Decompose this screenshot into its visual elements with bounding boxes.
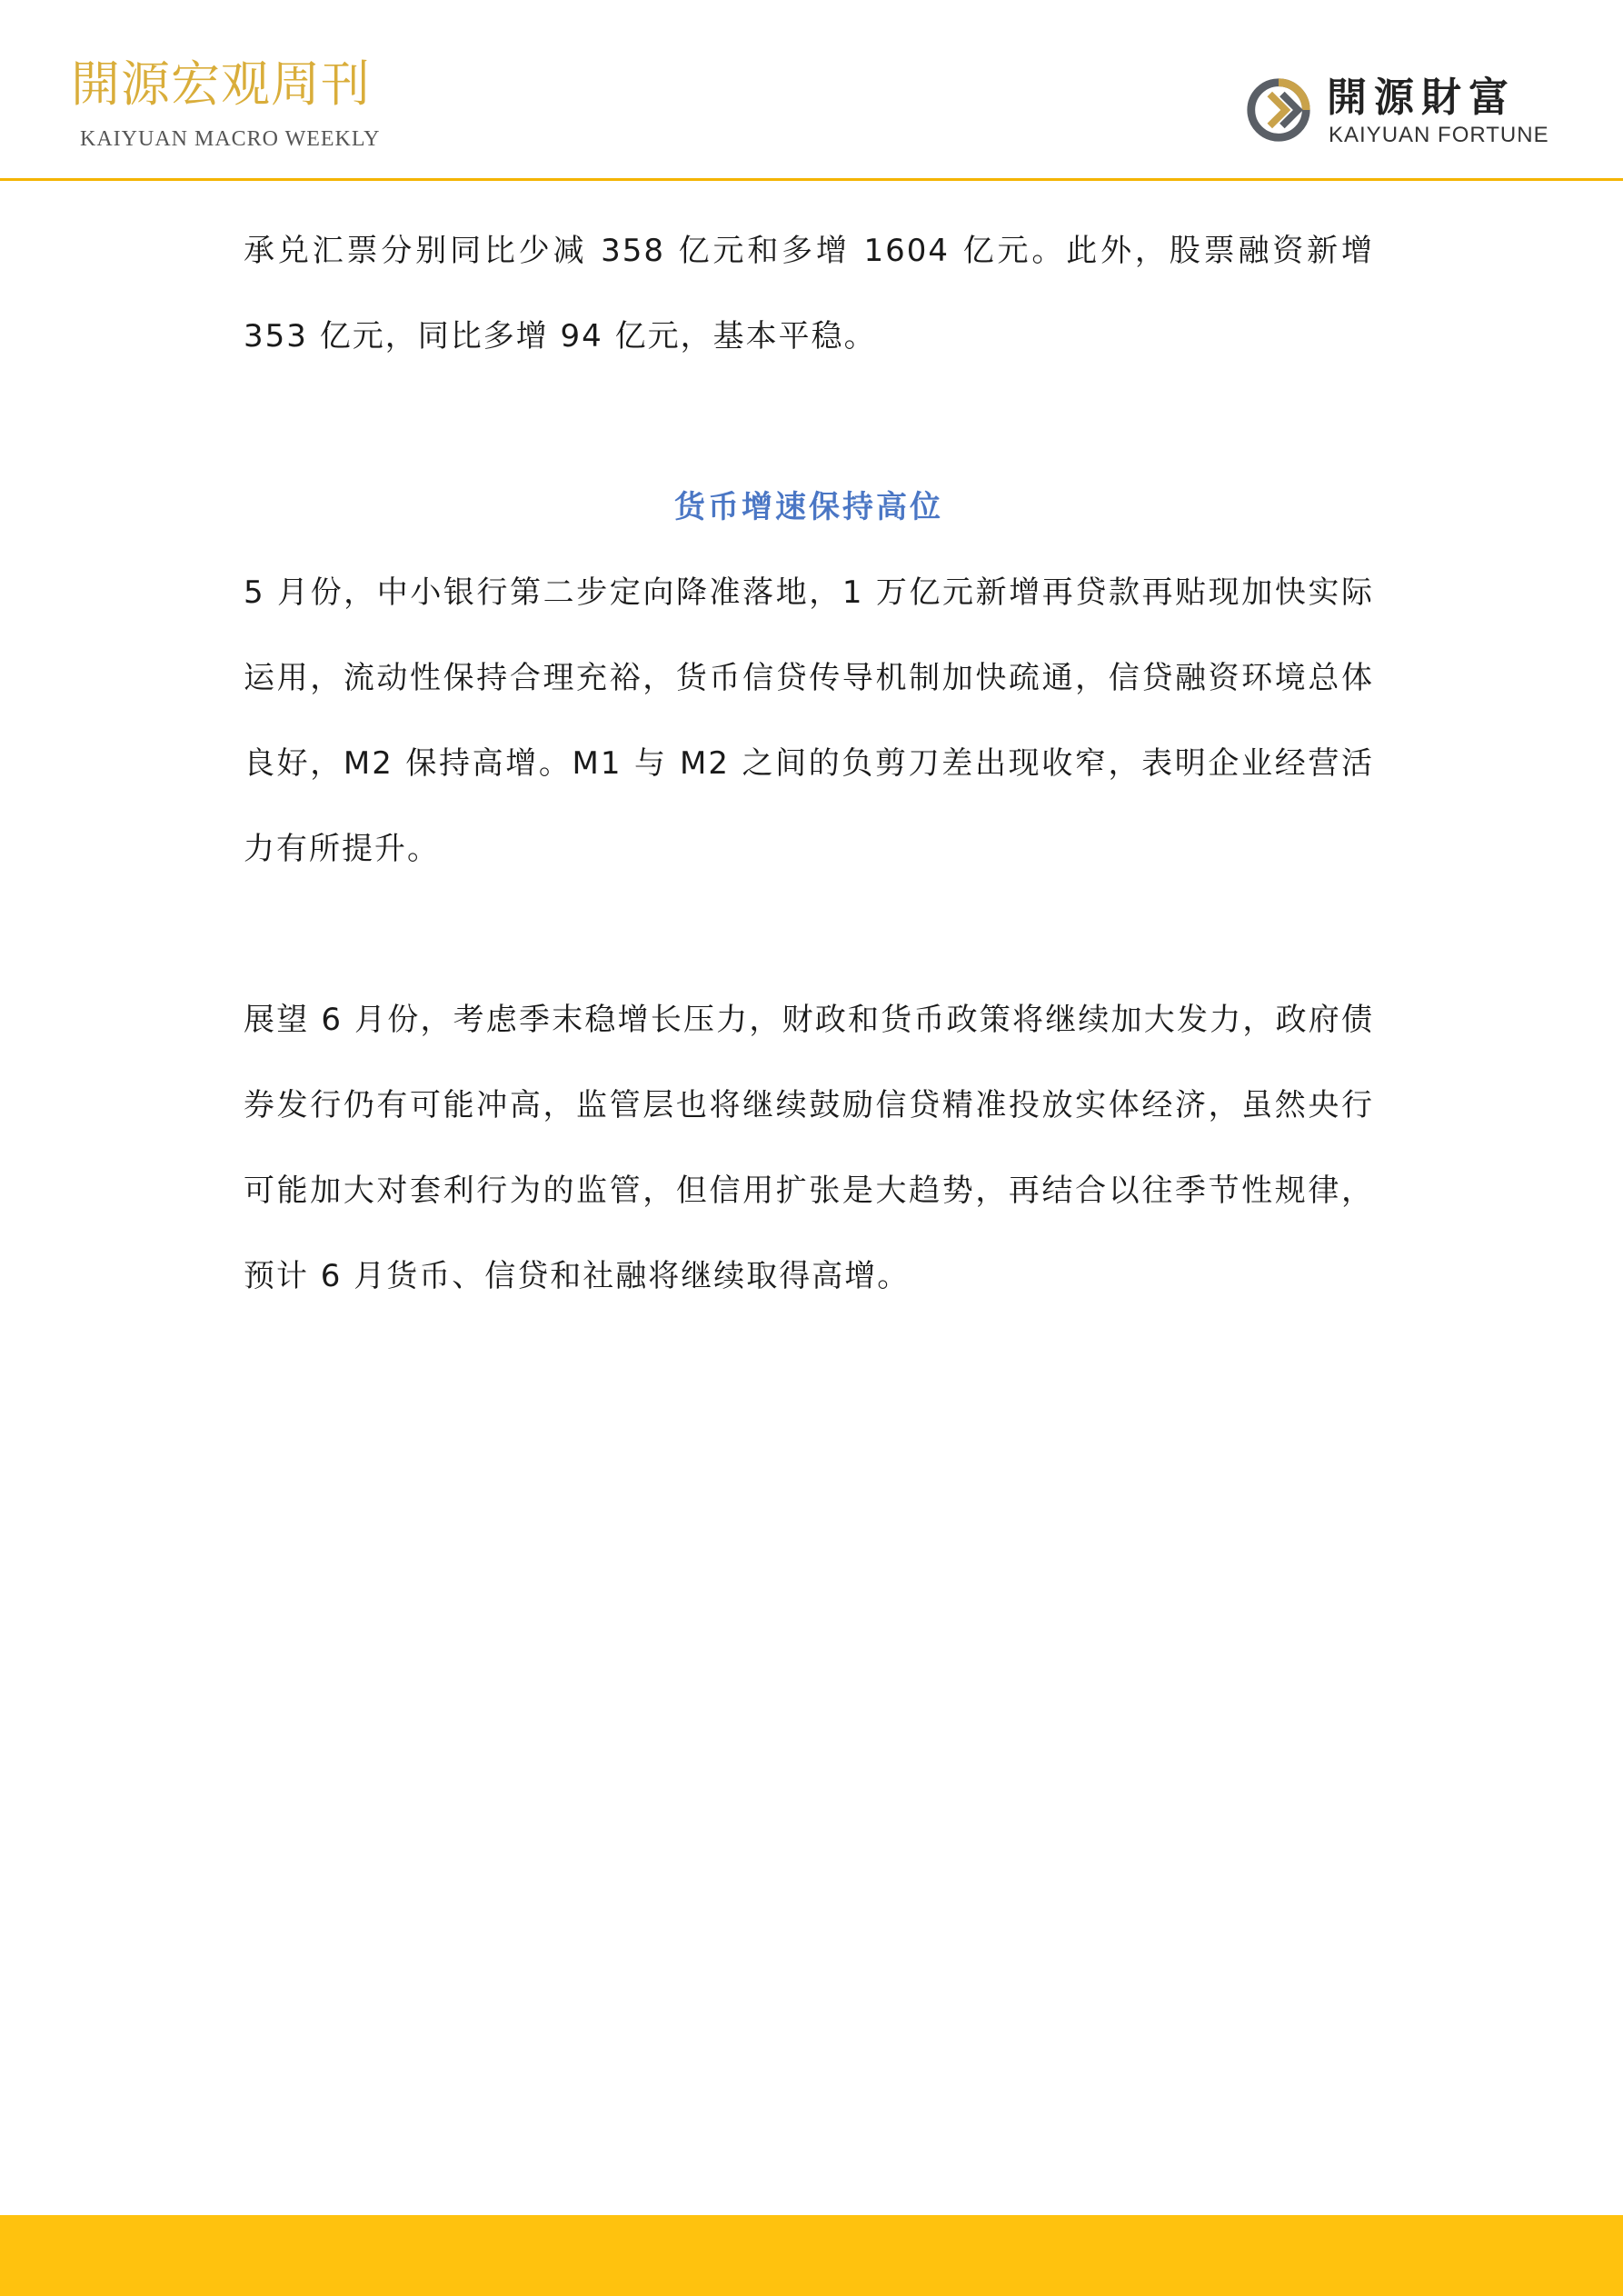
brand-name-cn: 開源財富 (1327, 75, 1516, 121)
brand-name-en: KAIYUAN FORTUNE (1329, 123, 1549, 147)
paragraph-spacer (244, 892, 1374, 977)
publication-subtitle: KAIYUAN MACRO WEEKLY (80, 127, 381, 151)
footer-bar (0, 2215, 1623, 2296)
kaiyuan-logo-icon (1243, 75, 1314, 145)
section-heading: 货币增速保持高位 (674, 489, 943, 525)
publication-title: 開源宏观周刊 (71, 55, 371, 113)
paragraph-outlook: 展望 6 月份，考虑季末稳增长压力，财政和货币政策将继续加大发力，政府债券发行仍有可能冲高，监管层也将继续鼓励信贷精准投放实体经济，虽然央行可能加大对套利行为的监管，但信用扩张是大趋势，再结合以往季节性规律，预计 6 月货币、信贷和社融将继续取得高增。 (244, 1002, 1374, 1294)
page-header (0, 0, 1623, 180)
header-divider (0, 178, 1623, 181)
document-body (244, 208, 1374, 1319)
paragraph-spacer (244, 379, 1374, 464)
paragraph-financing: 承兑汇票分别同比少减 358 亿元和多增 1604 亿元。此外，股票融资新增 353 亿元，同比多增 94 亿元，基本平稳。 (244, 233, 1374, 354)
paragraph-money-growth: 5 月份，中小银行第二步定向降准落地，1 万亿元新增再贷款再贴现加快实际运用，流动性保持合理充裕，货币信贷传导机制加快疏通，信贷融资环境总体良好，M2 保持高增。M1 与 M2 之间的负剪刀差出现收窄，表明企业经营活力有所提升。 (244, 574, 1374, 867)
brand-logo (1243, 73, 1552, 155)
